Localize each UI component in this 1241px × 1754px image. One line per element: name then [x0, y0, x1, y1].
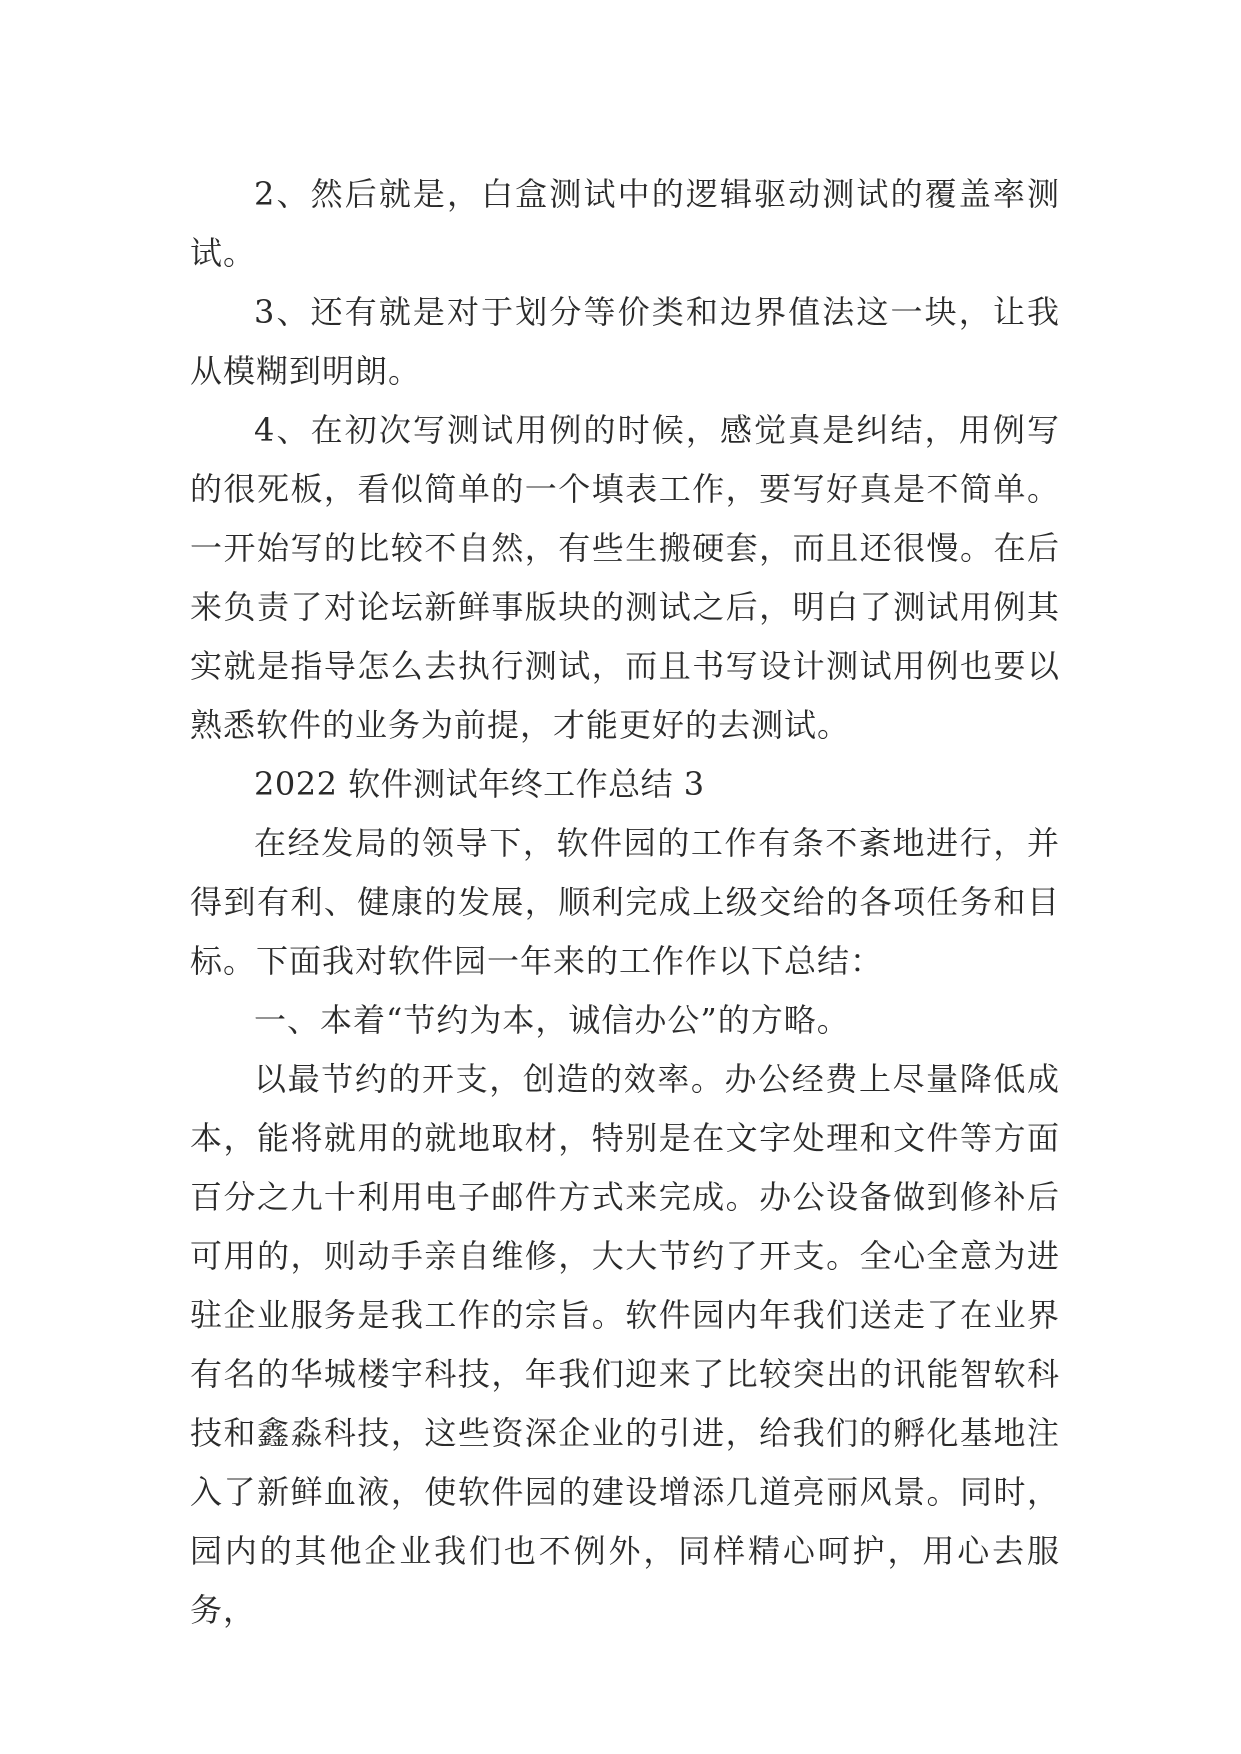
paragraph-introduction: 在经发局的领导下，软件园的工作有条不紊地进行，并得到有利、健康的发展，顺利完成上级交给的各项任务和目标。下面我对软件园一年来的工作作以下总结： — [190, 824, 1060, 980]
paragraph-principle-heading: 一、本着“节约为本，诚信办公”的方略。 — [254, 1001, 850, 1039]
paragraph-test-cases: 4、在初次写测试用例的时候，感觉真是纠结，用例写的很死板，看似简单的一个填表工作，要写好真是不简单。一开始写的比较不自然，有些生搬硬套，而且还很慢。在后来负责了对论坛新鲜事版块的测试之后，明白了测试用例其实就是指导怎么去执行测试，而且书写设计测试用例也要以熟悉软件的业务为前提，才能更好的去测试。 — [190, 411, 1060, 744]
paragraph-saving-and-service: 以最节约的开支，创造的效率。办公经费上尽量降低成本，能将就用的就地取材，特别是在文字处理和文件等方面百分之九十利用电子邮件方式来完成。办公设备做到修补后可用的，则动手亲自维修，大大节约了开支。全心全意为进驻企业服务是我工作的宗旨。软件园内年我们送走了在业界有名的华城楼宇科技，年我们迎来了比较突出的讯能智软科技和鑫淼科技，这些资深企业的引进，给我们的孵化基地注入了新鲜血液，使软件园的建设增添几道亮丽风景。同时，园内的其他企业我们也不例外，同样精心呵护，用心去服务， — [190, 1060, 1060, 1629]
section-title: 2022 软件测试年终工作总结 3 — [254, 765, 705, 803]
paragraph-white-box-coverage: 2、然后就是，白盒测试中的逻辑驱动测试的覆盖率测试。 — [190, 175, 1060, 272]
paragraph-equivalence-class: 3、还有就是对于划分等价类和边界值法这一块，让我从模糊到明朗。 — [190, 293, 1060, 390]
document-body — [190, 165, 1060, 1640]
